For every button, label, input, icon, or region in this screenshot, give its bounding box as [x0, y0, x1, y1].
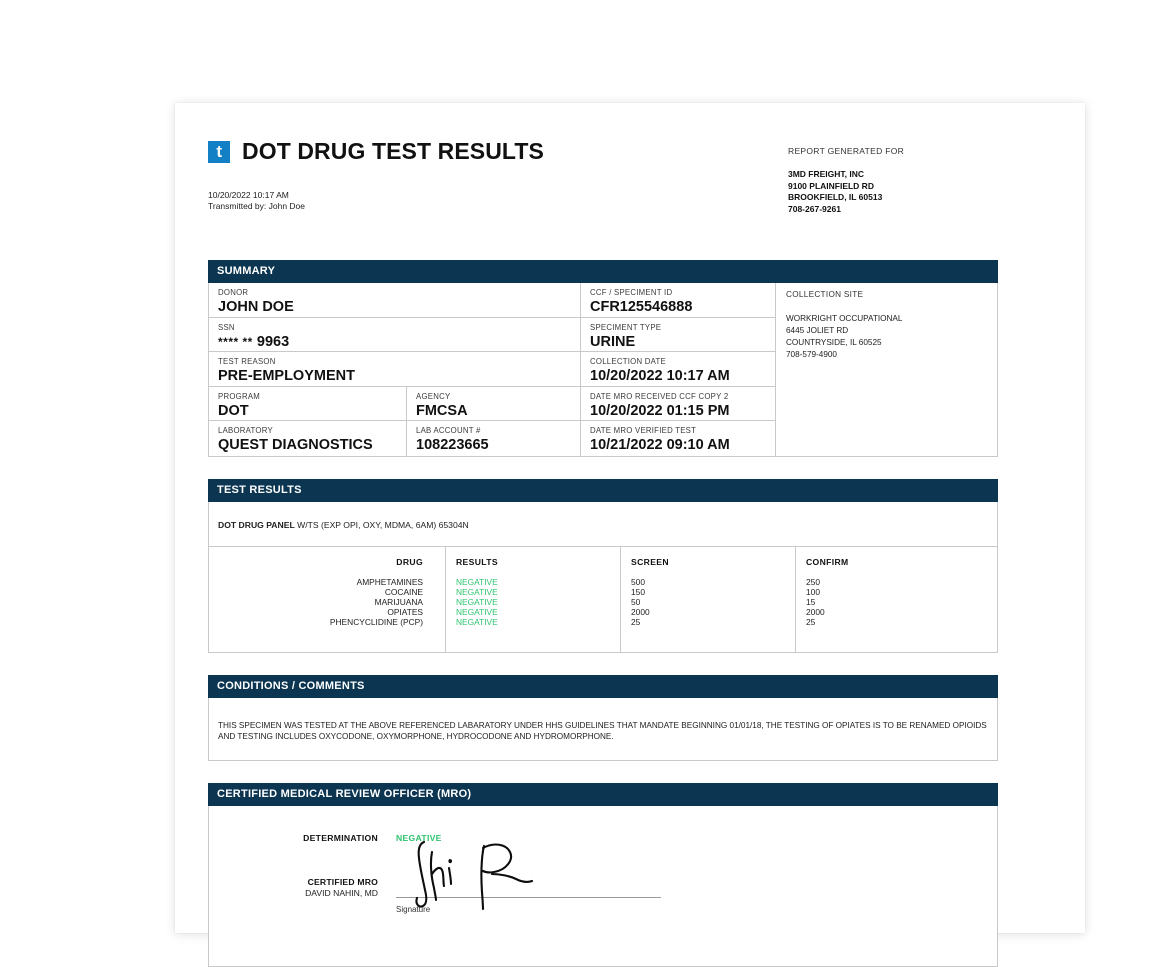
page-title: DOT DRUG TEST RESULTS	[242, 138, 544, 164]
drug-results-table	[209, 546, 997, 652]
cell-drug: COCAINE	[384, 586, 423, 597]
summary-column-left	[209, 283, 581, 456]
drug-panel-detail: W/TS (EXP OPI, OXY, MDMA, 6AM) 65304N	[294, 519, 469, 530]
cell-result: NEGATIVE	[456, 596, 498, 607]
collection-site-name: WORKRIGHT OCCUPATIONAL	[786, 314, 903, 323]
signature-icon	[406, 834, 566, 914]
cell-result: NEGATIVE	[456, 586, 498, 597]
transmitted-datetime: 10/20/2022 10:17 AM	[208, 190, 289, 200]
summary-columns	[209, 283, 997, 456]
field-ccf-id-label: CCF / SPECIMENT ID	[590, 288, 673, 297]
field-ccf-id	[581, 283, 775, 318]
field-mro-received-label: DATE MRO RECEIVED CCF COPY 2	[590, 391, 729, 401]
collection-site-block	[776, 283, 997, 368]
field-laboratory-value: QUEST DIAGNOSTICS	[218, 437, 373, 454]
summary-section-body	[208, 283, 998, 457]
brand-logo-glyph: t	[216, 141, 222, 161]
cell-result: NEGATIVE	[456, 606, 498, 617]
field-laboratory-label: LABORATORY	[218, 426, 273, 436]
field-test-reason-label: TEST REASON	[218, 357, 276, 367]
cell-confirm: 100	[806, 586, 820, 597]
field-mro-verified-value: 10/21/2022 09:10 AM	[590, 437, 730, 454]
field-ssn	[209, 318, 580, 353]
field-donor-label: DONOR	[218, 288, 249, 297]
field-laboratory	[209, 421, 407, 456]
report-generated-for	[788, 146, 998, 215]
mro-section	[208, 783, 998, 967]
company-city: BROOKFIELD, IL 60513	[788, 192, 883, 202]
document-card	[175, 103, 1085, 933]
document-content	[208, 138, 998, 967]
collection-site-city: COUNTRYSIDE, IL 60525	[786, 338, 882, 347]
test-results-section-header: TEST RESULTS	[208, 479, 998, 502]
field-collection-date-value: 10/20/2022 10:17 AM	[590, 368, 730, 385]
cell-confirm: 15	[806, 596, 816, 607]
cell-drug: OPIATES	[387, 606, 423, 617]
collection-site-street: 6445 JOLIET RD	[786, 326, 849, 335]
mro-section-body	[208, 806, 998, 967]
field-agency-value: FMCSA	[416, 402, 468, 419]
summary-lab-row	[209, 421, 580, 456]
field-test-reason	[209, 352, 580, 387]
cell-drug: PHENCYCLIDINE (PCP)	[329, 616, 423, 627]
report-generated-for-address	[788, 169, 998, 215]
field-lab-account-label: LAB ACCOUNT #	[416, 426, 481, 436]
cell-drug: AMPHETAMINES	[356, 576, 423, 587]
cell-confirm: 25	[806, 616, 816, 627]
field-agency-label: AGENCY	[416, 391, 451, 401]
field-ssn-value	[218, 334, 571, 351]
summary-section	[208, 260, 998, 457]
field-program-label: PROGRAM	[218, 391, 261, 401]
conditions-section-header: CONDITIONS / COMMENTS	[208, 675, 998, 698]
field-ssn-mask: **** **	[218, 334, 253, 349]
mro-determination-label: DETERMINATION	[303, 832, 378, 843]
field-ssn-last4: 9963	[256, 333, 290, 350]
mro-certified-name: DAVID NAHIN, MD	[305, 887, 378, 898]
field-test-reason-value: PRE-EMPLOYMENT	[218, 368, 355, 385]
cell-confirm: 2000	[806, 606, 825, 617]
summary-column-middle	[581, 283, 776, 456]
field-speciment-type-value: URINE	[590, 333, 636, 350]
cell-screen: 150	[631, 586, 645, 597]
drug-panel-name: DOT DRUG PANEL	[218, 519, 295, 530]
cell-confirm: 250	[806, 576, 820, 587]
summary-program-agency-row	[209, 387, 580, 422]
field-mro-verified	[581, 421, 775, 456]
cell-result: NEGATIVE	[456, 616, 498, 627]
field-agency	[407, 387, 580, 422]
column-header-drug: DRUG	[396, 556, 423, 567]
cell-screen: 2000	[631, 606, 650, 617]
signature-caption: Signature	[396, 904, 431, 914]
transmitted-by: Transmitted by: John Doe	[208, 201, 306, 211]
field-program	[209, 387, 407, 422]
mro-section-header: CERTIFIED MEDICAL REVIEW OFFICER (MRO)	[208, 783, 998, 806]
test-results-section-body	[208, 502, 998, 653]
field-lab-account-value: 108223665	[416, 437, 489, 454]
company-phone: 708-267-9261	[788, 203, 841, 214]
mro-determination-row	[218, 806, 988, 843]
results-column-confirm	[795, 547, 997, 652]
field-collection-date	[581, 352, 775, 387]
field-donor	[209, 283, 580, 318]
field-program-value: DOT	[218, 402, 249, 419]
brand-logo-icon	[208, 141, 230, 163]
field-mro-received	[581, 387, 775, 422]
company-name: 3MD FREIGHT, INC	[788, 169, 865, 179]
column-header-confirm: CONFIRM	[806, 556, 849, 567]
summary-section-header: SUMMARY	[208, 260, 998, 283]
field-mro-verified-label: DATE MRO VERIFIED TEST	[590, 426, 697, 436]
cell-screen: 25	[631, 616, 641, 627]
field-donor-value: JOHN DOE	[218, 299, 294, 315]
summary-column-right	[776, 283, 997, 456]
conditions-section	[208, 675, 998, 761]
cell-screen: 50	[631, 596, 641, 607]
conditions-body	[209, 698, 997, 760]
collection-site-address	[786, 313, 987, 361]
field-mro-received-value: 10/20/2022 01:15 PM	[590, 402, 730, 419]
drug-panel-line	[209, 502, 997, 546]
conditions-section-body	[208, 698, 998, 761]
column-header-screen: SCREEN	[631, 556, 669, 567]
mro-body	[209, 806, 997, 966]
mro-determination-value: NEGATIVE	[396, 832, 442, 843]
collection-site-label: COLLECTION SITE	[786, 290, 864, 299]
cell-screen: 500	[631, 576, 645, 587]
document-header	[208, 138, 998, 238]
mro-signature-label-box	[218, 877, 378, 898]
field-speciment-type	[581, 318, 775, 353]
cell-result: NEGATIVE	[456, 576, 498, 587]
collection-site-phone: 708-579-4900	[786, 350, 837, 359]
column-header-results: RESULTS	[456, 556, 498, 567]
results-column-results	[445, 547, 620, 652]
field-lab-account	[407, 421, 580, 456]
conditions-text: THIS SPECIMEN WAS TESTED AT THE ABOVE REFERENCED LABARATORY UNDER HHS GUIDELINES THAT MANDATE BEGINNING 01/01/18, THE TESTING OF OPIATES IS TO BE RENAMED OPIOIDS AND TESTING INCLUDES OXYCODONE, OXYMORPHONE, HYDROCODONE AND HYDROMORPHONE.	[218, 720, 987, 741]
results-column-drug	[209, 547, 445, 652]
test-results-section	[208, 479, 998, 653]
cell-drug: MARIJUANA	[374, 596, 423, 607]
mro-signature-area	[396, 896, 661, 898]
field-ssn-label: SSN	[218, 322, 235, 332]
field-collection-date-label: COLLECTION DATE	[590, 357, 666, 367]
company-street: 9100 PLAINFIELD RD	[788, 180, 874, 191]
field-speciment-type-label: SPECIMENT TYPE	[590, 322, 662, 332]
field-ccf-id-value: CFR125546888	[590, 299, 693, 315]
mro-certified-label: CERTIFIED MRO	[307, 876, 378, 887]
mro-signature-row	[218, 877, 988, 898]
results-column-screen	[620, 547, 795, 652]
report-generated-for-label: REPORT GENERATED FOR	[788, 146, 905, 156]
